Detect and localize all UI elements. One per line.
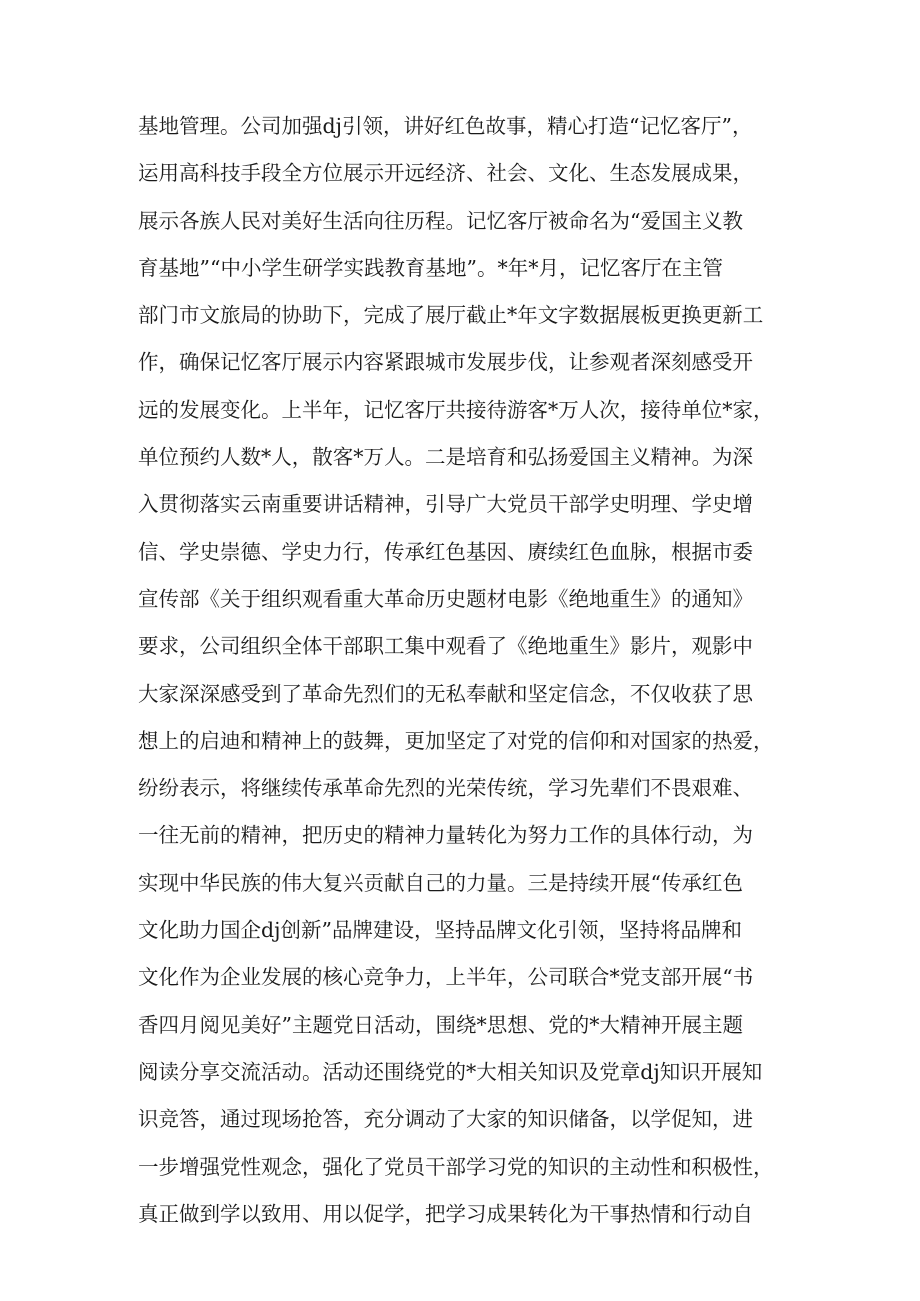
text-line: 文化助力国企dj创新”品牌建设，坚持品牌文化引领，坚持将品牌和 [138, 918, 742, 943]
text-line: 作，确保记忆客厅展示内容紧跟城市发展步伐，让参观者深刻感受开 [138, 350, 753, 375]
text-line: 部门市文旅局的协助下，完成了展厅截止*年文字数据展板更换更新工 [138, 303, 764, 328]
text-line: 基地管理。公司加强dj引领，讲好红色故事，精心打造“记忆客厅”， [138, 114, 753, 138]
text-line: 纷纷表示，将继续传承革命先烈的光荣传统，学习先辈们不畏艰难、 [138, 776, 753, 801]
text-line: 想上的启迪和精神上的鼓舞，更加坚定了对党的信仰和对国家的热爱， [138, 728, 774, 753]
text-line: 大家深深感受到了革命先烈们的无私奉献和坚定信念，不仅收获了思 [138, 681, 753, 706]
text-line: 要求，公司组织全体干部职工集中观看了《绝地重生》影片，观影中 [138, 634, 753, 659]
text-line: 文化作为企业发展的核心竞争力，上半年，公司联合*党支部开展“书 [138, 965, 754, 990]
text-line: 运用高科技手段全方位展示开远经济、社会、文化、生态发展成果， [138, 161, 753, 186]
text-line: 展示各族人民对美好生活向往历程。记忆客厅被命名为“爱国主义教 [138, 208, 743, 233]
text-line: 阅读分享交流活动。活动还围绕党的*大相关知识及党章dj知识开展知 [138, 1059, 763, 1084]
text-line: 实现中华民族的伟大复兴贡献自己的力量。三是持续开展“传承红色 [138, 870, 743, 895]
text-line: 信、学史崇德、学史力行，传承红色基因、赓续红色血脉，根据市委 [138, 539, 753, 564]
text-line: 入贯彻落实云南重要讲话精神，引导广大党员干部学史明理、学史增 [138, 492, 753, 517]
text-line: 单位预约人数*人，散客*万人。二是培育和弘扬爱国主义精神。为深 [138, 445, 753, 470]
text-line: 真正做到学以致用、用以促学，把学习成果转化为干事热情和行动自 [138, 1201, 753, 1226]
body-paragraph [138, 103, 798, 1238]
text-line: 育基地”“中小学生研学实践教育基地”。*年*月，记忆客厅在主管 [138, 255, 723, 280]
text-line: 宣传部《关于组织观看重大革命历史题材电影《绝地重生》的通知》 [138, 586, 753, 611]
text-line: 远的发展变化。上半年，记忆客厅共接待游客*万人次，接待单位*家， [138, 397, 774, 422]
text-line: 识竞答，通过现场抢答，充分调动了大家的知识储备，以学促知，进 [138, 1107, 753, 1132]
text-line: 香四月阅见美好”主题党日活动，围绕*思想、党的*大精神开展主题 [138, 1012, 743, 1037]
text-line: 一往无前的精神，把历史的精神力量转化为努力工作的具体行动，为 [138, 823, 753, 848]
text-line: 一步增强党性观念，强化了党员干部学习党的知识的主动性和积极性， [138, 1154, 774, 1179]
